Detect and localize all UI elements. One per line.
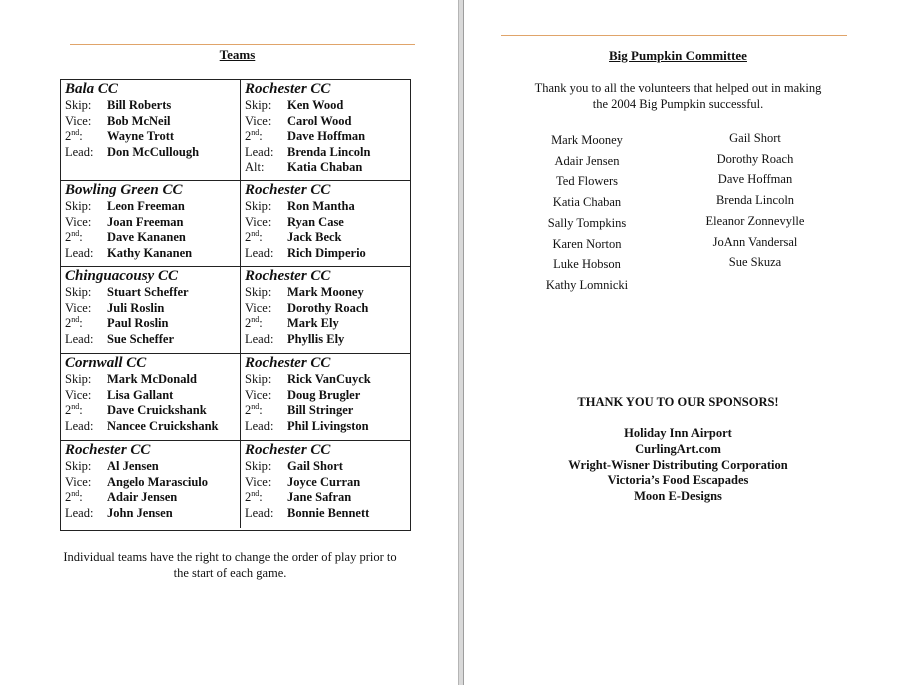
player-row xyxy=(245,459,410,475)
sponsor-name: Holiday Inn Airport xyxy=(624,426,732,440)
team-cell xyxy=(241,354,410,441)
player-row xyxy=(245,316,410,332)
position-label: Skip: xyxy=(65,199,92,213)
club-name: Bowling Green CC xyxy=(65,182,183,198)
player-row xyxy=(65,246,240,262)
position-label: 2nd: xyxy=(65,488,83,504)
position-label: Vice: xyxy=(245,387,272,402)
player-row xyxy=(65,459,240,475)
team-cell xyxy=(61,181,241,267)
player-row xyxy=(65,388,240,404)
volunteer-name: Kathy Lomnicki xyxy=(545,277,629,292)
player-row xyxy=(65,332,240,348)
player-row xyxy=(245,332,410,348)
position-label: 2nd: xyxy=(65,127,83,143)
player-name: Brenda Lincoln xyxy=(287,144,371,159)
player-name: Katia Chaban xyxy=(287,160,363,174)
player-name: Dave Kananen xyxy=(107,230,186,244)
player-name: Mark Mooney xyxy=(287,285,364,299)
teams-heading: Teams xyxy=(219,47,256,62)
player-row xyxy=(245,301,410,317)
player-name: Wayne Trott xyxy=(107,129,175,143)
player-name: Phyllis Ely xyxy=(287,331,345,346)
volunteer-name: Katia Chaban xyxy=(552,195,622,210)
volunteer-name: Eleanor Zonnevylle xyxy=(705,213,805,228)
position-label: Skip: xyxy=(245,199,272,213)
player-name: Paul Roslin xyxy=(107,316,169,330)
club-name: Rochester CC xyxy=(245,268,331,284)
position-label: 2nd: xyxy=(65,228,83,244)
player-row xyxy=(65,475,240,491)
player-row xyxy=(65,490,240,506)
player-row xyxy=(245,129,410,145)
team-cell xyxy=(241,80,410,181)
player-name: Rich Dimperio xyxy=(287,245,366,260)
sponsor-name: Moon E-Designs xyxy=(634,489,722,504)
sponsor-name: Wright-Wisner Distributing Corporation xyxy=(568,457,788,472)
player-row xyxy=(65,215,240,231)
player-name: Carol Wood xyxy=(287,113,352,128)
top-rule xyxy=(501,35,847,36)
volunteer-name: Gail Short xyxy=(729,131,781,145)
club-name: Bala CC xyxy=(65,81,118,97)
position-label: Vice: xyxy=(65,300,92,315)
position-label: Vice: xyxy=(65,214,92,229)
player-name: Bill Stringer xyxy=(287,403,354,417)
player-name: Rick VanCuyck xyxy=(287,372,371,386)
order-of-play-note: Individual teams have the right to change the order of play prior to the start of each game. xyxy=(63,550,397,580)
club-name: Rochester CC xyxy=(245,182,331,198)
position-label: Skip: xyxy=(65,285,92,299)
player-name: Ken Wood xyxy=(287,98,344,112)
team-cell xyxy=(61,441,241,528)
volunteer-name: Dave Hoffman xyxy=(717,172,793,187)
player-row xyxy=(245,490,410,506)
player-name: Mark McDonald xyxy=(107,372,197,386)
position-label: Vice: xyxy=(245,300,272,315)
position-label: 2nd: xyxy=(65,314,83,330)
top-rule xyxy=(70,44,415,45)
player-name: Nancee Cruickshank xyxy=(107,418,219,433)
player-name: Juli Roslin xyxy=(107,300,165,315)
player-row xyxy=(245,475,410,491)
player-name: Kathy Kananen xyxy=(107,245,193,260)
player-row xyxy=(65,129,240,145)
position-label: Vice: xyxy=(245,474,272,489)
player-name: Mark Ely xyxy=(287,316,339,330)
player-row xyxy=(245,145,410,161)
position-label: 2nd: xyxy=(245,488,263,504)
club-name: Cornwall CC xyxy=(65,355,147,371)
position-label: Skip: xyxy=(245,98,272,112)
player-name: Joan Freeman xyxy=(107,214,184,229)
position-label: Lead: xyxy=(245,418,274,433)
position-label: Alt: xyxy=(245,160,265,174)
position-label: Vice: xyxy=(65,387,92,402)
volunteer-name: Adair Jensen xyxy=(554,153,620,168)
sponsor-name: CurlingArt.com xyxy=(635,441,721,456)
position-label: Lead: xyxy=(65,245,94,260)
volunteer-list-right xyxy=(685,128,825,273)
player-row xyxy=(65,301,240,317)
team-cell xyxy=(61,80,241,181)
player-row xyxy=(245,160,410,176)
club-name: Rochester CC xyxy=(245,355,331,371)
position-label: 2nd: xyxy=(65,401,83,417)
team-cell xyxy=(61,354,241,441)
player-row xyxy=(65,506,240,522)
player-name: Don McCullough xyxy=(107,144,200,159)
player-name: Lisa Gallant xyxy=(107,387,174,402)
player-name: Jack Beck xyxy=(287,230,342,244)
position-label: Lead: xyxy=(245,505,274,520)
position-label: Lead: xyxy=(245,331,274,346)
player-row xyxy=(65,230,240,246)
sponsor-name: Victoria’s Food Escapades xyxy=(607,473,749,488)
player-row xyxy=(245,506,410,522)
player-row xyxy=(245,199,410,215)
position-label: Skip: xyxy=(245,285,272,299)
player-name: Adair Jensen xyxy=(107,490,178,504)
player-row xyxy=(245,114,410,130)
teams-table xyxy=(60,79,411,531)
player-name: Ron Mantha xyxy=(287,199,355,213)
volunteer-name: Karen Norton xyxy=(552,236,622,251)
club-name: Chinguacousy CC xyxy=(65,268,178,284)
right-page xyxy=(463,0,900,685)
position-label: Lead: xyxy=(245,144,274,159)
player-row xyxy=(245,215,410,231)
position-label: Skip: xyxy=(65,98,92,112)
player-row xyxy=(65,98,240,114)
position-label: Lead: xyxy=(245,245,274,260)
player-name: Joyce Curran xyxy=(287,474,361,489)
player-name: Gail Short xyxy=(287,459,343,473)
player-name: John Jensen xyxy=(107,505,173,520)
position-label: Skip: xyxy=(245,459,272,473)
volunteer-name: Brenda Lincoln xyxy=(715,193,795,208)
player-row xyxy=(65,145,240,161)
player-name: Al Jensen xyxy=(107,459,159,473)
player-row xyxy=(65,114,240,130)
position-label: Lead: xyxy=(65,505,94,520)
team-cell xyxy=(241,267,410,354)
player-name: Sue Scheffer xyxy=(107,331,174,346)
player-row xyxy=(245,403,410,419)
sponsors-title: THANK YOU TO OUR SPONSORS! xyxy=(577,395,779,409)
player-row xyxy=(65,199,240,215)
player-name: Dorothy Roach xyxy=(287,300,369,315)
player-row xyxy=(245,388,410,404)
player-name: Ryan Case xyxy=(287,214,344,229)
player-name: Dave Cruickshank xyxy=(107,403,207,417)
player-row xyxy=(65,403,240,419)
position-label: 2nd: xyxy=(245,401,263,417)
team-cell xyxy=(241,441,410,528)
volunteer-name: JoAnn Vandersal xyxy=(712,234,798,249)
player-name: Doug Brugler xyxy=(287,387,361,402)
player-name: Bill Roberts xyxy=(107,98,172,112)
player-row xyxy=(65,372,240,388)
player-name: Leon Freeman xyxy=(107,199,185,213)
position-label: Lead: xyxy=(65,331,94,346)
position-label: Vice: xyxy=(245,214,272,229)
volunteer-name: Luke Hobson xyxy=(553,257,621,272)
sponsor-list xyxy=(503,426,853,505)
player-row xyxy=(245,246,410,262)
team-cell xyxy=(241,181,410,267)
player-row xyxy=(245,285,410,301)
position-label: 2nd: xyxy=(245,127,263,143)
player-row xyxy=(245,372,410,388)
position-label: Skip: xyxy=(65,372,92,386)
player-row xyxy=(245,230,410,246)
position-label: Lead: xyxy=(65,418,94,433)
player-name: Bonnie Bennett xyxy=(287,505,370,520)
player-name: Phil Livingston xyxy=(287,418,369,433)
position-label: Lead: xyxy=(65,144,94,159)
club-name: Rochester CC xyxy=(65,442,151,458)
player-row xyxy=(245,98,410,114)
position-label: Vice: xyxy=(65,113,92,128)
player-row xyxy=(65,316,240,332)
player-name: Dave Hoffman xyxy=(287,129,366,143)
volunteer-list-left xyxy=(517,130,657,296)
position-label: 2nd: xyxy=(245,228,263,244)
team-cell xyxy=(61,267,241,354)
position-label: Skip: xyxy=(65,459,92,473)
volunteer-name: Mark Mooney xyxy=(551,133,623,147)
position-label: 2nd: xyxy=(245,314,263,330)
committee-heading: Big Pumpkin Committee xyxy=(609,48,747,63)
player-row xyxy=(65,419,240,435)
position-label: Vice: xyxy=(245,113,272,128)
volunteer-thanks: Thank you to all the volunteers that helped out in making the 2004 Big Pumpkin successful. xyxy=(534,81,822,111)
player-row xyxy=(65,285,240,301)
player-name: Bob McNeil xyxy=(107,113,171,128)
position-label: Vice: xyxy=(65,474,92,489)
player-row xyxy=(245,419,410,435)
volunteer-name: Ted Flowers xyxy=(556,174,618,189)
volunteer-name: Sally Tompkins xyxy=(547,215,627,230)
player-name: Angelo Marasciulo xyxy=(107,474,209,489)
volunteer-name: Sue Skuza xyxy=(728,255,782,270)
player-name: Stuart Scheffer xyxy=(107,285,189,299)
player-name: Jane Safran xyxy=(287,490,352,504)
position-label: Skip: xyxy=(245,372,272,386)
club-name: Rochester CC xyxy=(245,81,331,97)
volunteer-name: Dorothy Roach xyxy=(716,151,794,166)
club-name: Rochester CC xyxy=(245,442,331,458)
